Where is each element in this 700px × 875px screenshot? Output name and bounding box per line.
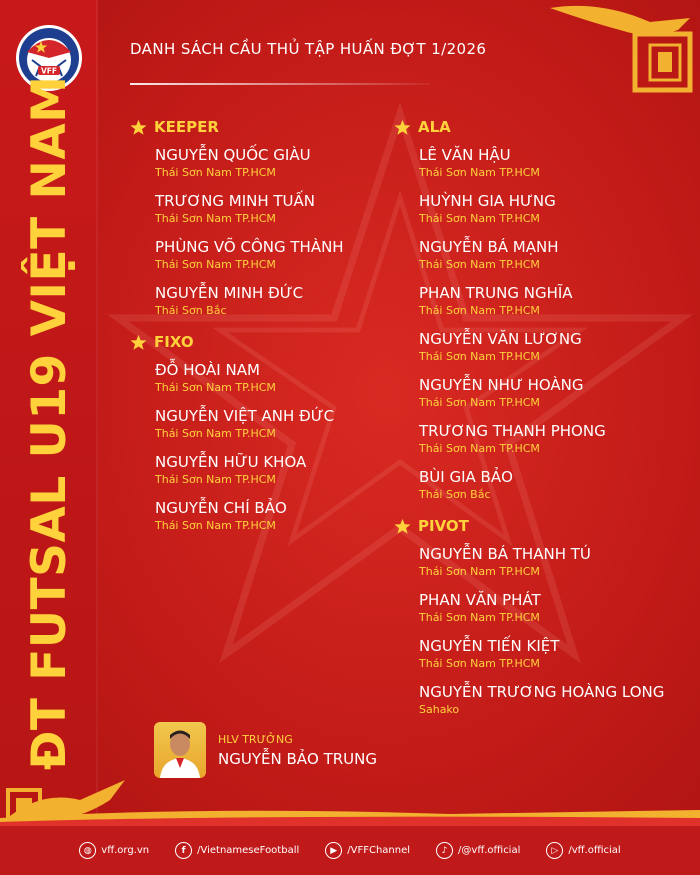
section-pivot [394,516,674,729]
player-name: TRƯƠNG MINH TUẤN [155,192,316,210]
coach-portrait-graphic [154,722,206,778]
section-title: ALA [418,118,451,136]
coach-name: NGUYỄN BẢO TRUNG [218,749,377,768]
social-text: vff.org.vn [101,845,150,856]
social-text: /@vff.official [458,845,521,856]
star-icon [394,119,411,136]
player-name: ĐỖ HOÀI NAM [155,361,260,379]
player-name: NGUYỄN MINH ĐỨC [155,284,304,302]
section-title: KEEPER [154,118,219,136]
player-item [394,146,674,192]
side-title: ĐT FUTSAL U19 VIỆT NAM [22,75,77,770]
star-icon [394,518,411,535]
player-item [130,453,380,499]
social-website[interactable] [79,842,149,859]
section-header [130,117,380,137]
logo-text: VFF [40,66,58,76]
social-facebook[interactable] [175,842,299,859]
player-item [130,499,380,545]
player-name: NGUYỄN HỮU KHOA [155,453,307,471]
player-club: Thái Sơn Bắc [155,304,227,317]
footer-stripe [0,806,700,826]
player-item [394,238,674,284]
section-keeper [130,117,380,330]
player-club: Thái Sơn Nam TP.HCM [155,381,276,394]
player-item [130,192,380,238]
lac-bird-decoration-top [540,0,700,100]
player-item [130,407,380,453]
youtube-icon: ▶ [325,842,342,859]
player-club: Thái Sơn Nam TP.HCM [419,258,540,271]
coach-photo [154,722,206,778]
player-item [394,468,674,514]
section-ala [394,117,674,514]
player-item [394,284,674,330]
player-name: NGUYỄN CHÍ BẢO [155,499,287,517]
player-name: NGUYỄN QUỐC GIÀU [155,146,311,164]
star-icon [130,334,147,351]
player-name: HUỲNH GIA HƯNG [419,192,556,210]
player-name: TRƯƠNG THANH PHONG [419,422,606,440]
player-name: NGUYỄN VIỆT ANH ĐỨC [155,407,335,425]
player-name: NGUYỄN TRƯƠNG HOÀNG LONG [419,683,665,701]
social-text: /VFFChannel [347,845,411,856]
player-item [394,637,674,683]
section-header [394,117,674,137]
player-item [130,146,380,192]
player-club: Thái Sơn Nam TP.HCM [419,350,540,363]
player-club: Thái Sơn Nam TP.HCM [155,427,276,440]
player-name: PHAN VĂN PHÁT [419,591,541,609]
social-youtube[interactable] [325,842,410,859]
social-text: /vff.official [568,845,621,856]
player-club: Thái Sơn Nam TP.HCM [155,166,276,179]
tiktok-icon: ♪ [436,842,453,859]
player-club: Thái Sơn Nam TP.HCM [419,611,540,624]
player-name: NGUYỄN TIẾN KIỆT [419,637,560,655]
coach-role: HLV TRƯỞNG [218,732,293,746]
header-divider [130,83,430,85]
player-item [394,330,674,376]
player-name: NGUYỄN NHƯ HOÀNG [419,376,584,394]
section-title: FIXO [154,333,194,351]
player-name: PHÙNG VÕ CÔNG THÀNH [155,238,344,256]
section-header [130,332,380,352]
player-item [130,284,380,330]
player-name: LÊ VĂN HẬU [419,146,511,164]
player-name: BÙI GIA BẢO [419,468,513,486]
player-name: PHAN TRUNG NGHĨA [419,284,573,302]
player-item [394,192,674,238]
play-icon: ▷ [546,842,563,859]
globe-icon: ◍ [79,842,96,859]
section-title: PIVOT [418,517,469,535]
facebook-icon: f [175,842,192,859]
player-item [394,591,674,637]
player-club: Thái Sơn Nam TP.HCM [155,519,276,532]
player-item [394,422,674,468]
player-club: Sahako [419,703,460,716]
footer-bar [0,826,700,875]
section-header [394,516,674,536]
player-club: Thái Sơn Nam TP.HCM [419,442,540,455]
player-club: Thái Sơn Nam TP.HCM [419,657,540,670]
player-item [394,545,674,591]
player-club: Thái Sơn Bắc [419,488,491,501]
player-club: Thái Sơn Nam TP.HCM [419,565,540,578]
player-club: Thái Sơn Nam TP.HCM [155,212,276,225]
player-name: NGUYỄN VĂN LƯƠNG [419,330,582,348]
head-coach [154,722,377,778]
player-club: Thái Sơn Nam TP.HCM [155,473,276,486]
player-club: Thái Sơn Nam TP.HCM [155,258,276,271]
player-item [130,361,380,407]
section-fixo [130,332,380,545]
player-item [130,238,380,284]
left-column [130,117,380,545]
player-club: Thái Sơn Nam TP.HCM [419,212,540,225]
right-column [394,117,674,729]
player-club: Thái Sơn Nam TP.HCM [419,396,540,409]
player-item [394,683,674,729]
page-title: DANH SÁCH CẦU THỦ TẬP HUẤN ĐỢT 1/2026 [130,40,487,58]
social-tiktok[interactable] [436,842,520,859]
player-club: Thái Sơn Nam TP.HCM [419,304,540,317]
player-item [394,376,674,422]
player-name: NGUYỄN BÁ MẠNH [419,238,559,256]
social-play[interactable] [546,842,620,859]
player-club: Thái Sơn Nam TP.HCM [419,166,540,179]
star-icon [130,119,147,136]
coach-info [218,733,377,768]
player-name: NGUYỄN BÁ THANH TÚ [419,545,591,563]
social-text: /VietnameseFootball [197,845,300,856]
